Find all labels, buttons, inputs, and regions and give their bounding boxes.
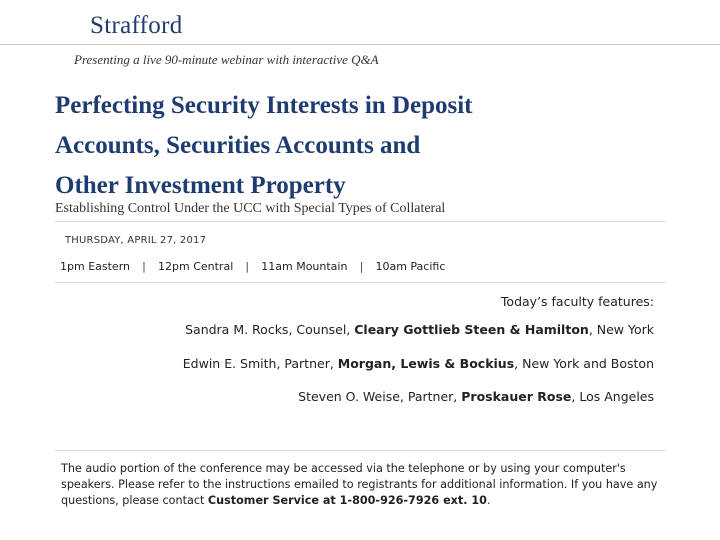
faculty-location: , New York xyxy=(588,322,654,337)
tagline: Presenting a live 90-minute webinar with interactive Q&A xyxy=(74,52,379,67)
time-zones xyxy=(60,260,445,273)
time-separator: | xyxy=(359,260,364,273)
faculty-firm: Cleary Gottlieb Steen & Hamilton xyxy=(354,322,589,337)
footer-divider xyxy=(55,450,666,451)
faculty-location: , New York and Boston xyxy=(514,356,654,371)
webinar-date: THURSDAY, APRIL 27, 2017 xyxy=(65,235,207,246)
time-pacific: 10am Pacific xyxy=(375,260,446,273)
header-divider xyxy=(0,44,720,45)
faculty-name-role: Steven O. Weise, Partner, xyxy=(298,389,462,404)
page-title xyxy=(55,86,675,206)
faculty-member xyxy=(298,389,654,404)
notice-text: The audio portion of the conference may be accessed via the telephone or by using your computer's speakers. Please refer to the instructions emailed to registrants for additional information. If you have any questions, please contact xyxy=(61,462,658,507)
audio-notice xyxy=(61,461,661,509)
time-separator: | xyxy=(245,260,250,273)
title-line: Accounts, Securities Accounts and xyxy=(55,132,421,159)
time-mountain: 11am Mountain xyxy=(261,260,348,273)
faculty-member xyxy=(183,356,654,371)
title-line: Other Investment Property xyxy=(55,172,346,199)
subtitle: Establishing Control Under the UCC with Special Types of Collateral xyxy=(55,201,446,216)
title-line: Perfecting Security Interests in Deposit xyxy=(55,92,473,119)
time-eastern: 1pm Eastern xyxy=(60,260,130,273)
faculty-name-role: Edwin E. Smith, Partner, xyxy=(182,356,338,371)
schedule-divider xyxy=(55,282,666,283)
faculty-location: , Los Angeles xyxy=(571,389,654,404)
time-central: 12pm Central xyxy=(158,260,234,273)
customer-service-contact: Customer Service at 1-800-926-7926 ext. 10 xyxy=(207,494,487,507)
faculty-firm: Morgan, Lewis & Bockius xyxy=(337,356,515,371)
faculty-firm: Proskauer Rose xyxy=(461,389,572,404)
faculty-name-role: Sandra M. Rocks, Counsel, xyxy=(185,322,355,337)
subtitle-divider xyxy=(55,221,666,222)
faculty-member xyxy=(185,322,654,337)
time-separator: | xyxy=(142,260,146,273)
strafford-logo: Strafford xyxy=(90,12,183,39)
faculty-heading: Today’s faculty features: xyxy=(500,294,654,309)
notice-end: . xyxy=(486,494,491,507)
